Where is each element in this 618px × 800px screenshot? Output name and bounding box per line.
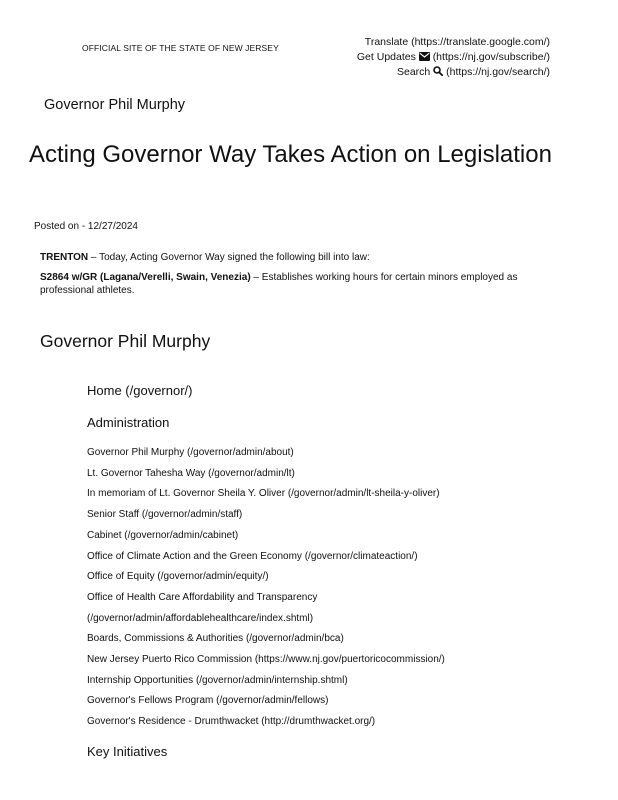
official-site-banner: OFFICIAL SITE OF THE STATE OF NEW JERSEY [82,43,279,53]
bill-id: S2864 w/GR (Lagana/Verelli, Swain, Venezia) [40,272,251,283]
administration-heading: Administration [87,415,170,430]
home-link[interactable]: Home (/governor/) [87,383,193,398]
intro-text: – Today, Acting Governor Way signed the following bill into law: [88,252,370,263]
search-icon [433,66,443,78]
posted-date: Posted on - 12/27/2024 [34,221,138,232]
admin-link[interactable]: Governor Phil Murphy (/governor/admin/about) [87,447,294,458]
footer-heading: Governor Phil Murphy [40,331,211,351]
admin-link[interactable]: Boards, Commissions & Authorities (/governor/admin/bca) [87,633,344,645]
admin-link[interactable]: Lt. Governor Tahesha Way (/governor/admin/lt) [87,467,295,479]
admin-link[interactable]: In memoriam of Lt. Governor Sheila Y. Oliver (/governor/admin/lt-sheila-y-oliver) [87,488,440,500]
admin-link[interactable]: Governor's Residence - Drumthwacket (http://drumthwacket.org/) [87,716,376,728]
envelope-icon [419,51,430,63]
admin-link[interactable]: Office of Climate Action and the Green Economy (/governor/climateaction/) [87,550,418,562]
get-updates-link[interactable] [357,50,550,65]
admin-link[interactable]: Governor's Fellows Program (/governor/admin/fellows) [87,695,329,707]
admin-link[interactable]: Internship Opportunities (/governor/admin/internship.shtml) [87,674,348,686]
admin-link[interactable]: Office of Equity (/governor/admin/equity/) [87,571,269,583]
administration-links [87,443,445,733]
admin-link[interactable]: Cabinet (/governor/admin/cabinet) [87,529,239,541]
admin-link[interactable]: New Jersey Puerto Rico Commission (https://www.nj.gov/puertoricocommission/) [87,654,445,666]
admin-link[interactable]: (/governor/admin/affordablehealthcare/index.shtml) [87,612,314,624]
search-url: (https://nj.gov/search/) [446,66,550,78]
admin-link[interactable]: Senior Staff (/governor/admin/staff) [87,509,243,521]
search-label: Search [396,66,431,78]
dateline: TRENTON [40,252,89,263]
utility-links [357,35,550,80]
site-name-link[interactable]: Governor Phil Murphy [44,97,186,113]
search-link[interactable] [357,65,550,80]
bill-paragraph [40,271,560,297]
get-updates-label: Get Updates [356,51,416,63]
translate-link[interactable]: Translate (https://translate.google.com/) [364,36,550,48]
admin-link[interactable]: Office of Health Care Affordability and Transparency [87,591,318,603]
page-title: Acting Governor Way Takes Action on Legislation [29,141,552,168]
key-initiatives-heading: Key Initiatives [87,744,168,759]
get-updates-url: (https://nj.gov/subscribe/) [432,51,550,63]
bill-description: – Establishes working hours for certain minors employed as professional athletes. [40,272,518,296]
intro-paragraph [40,251,560,264]
